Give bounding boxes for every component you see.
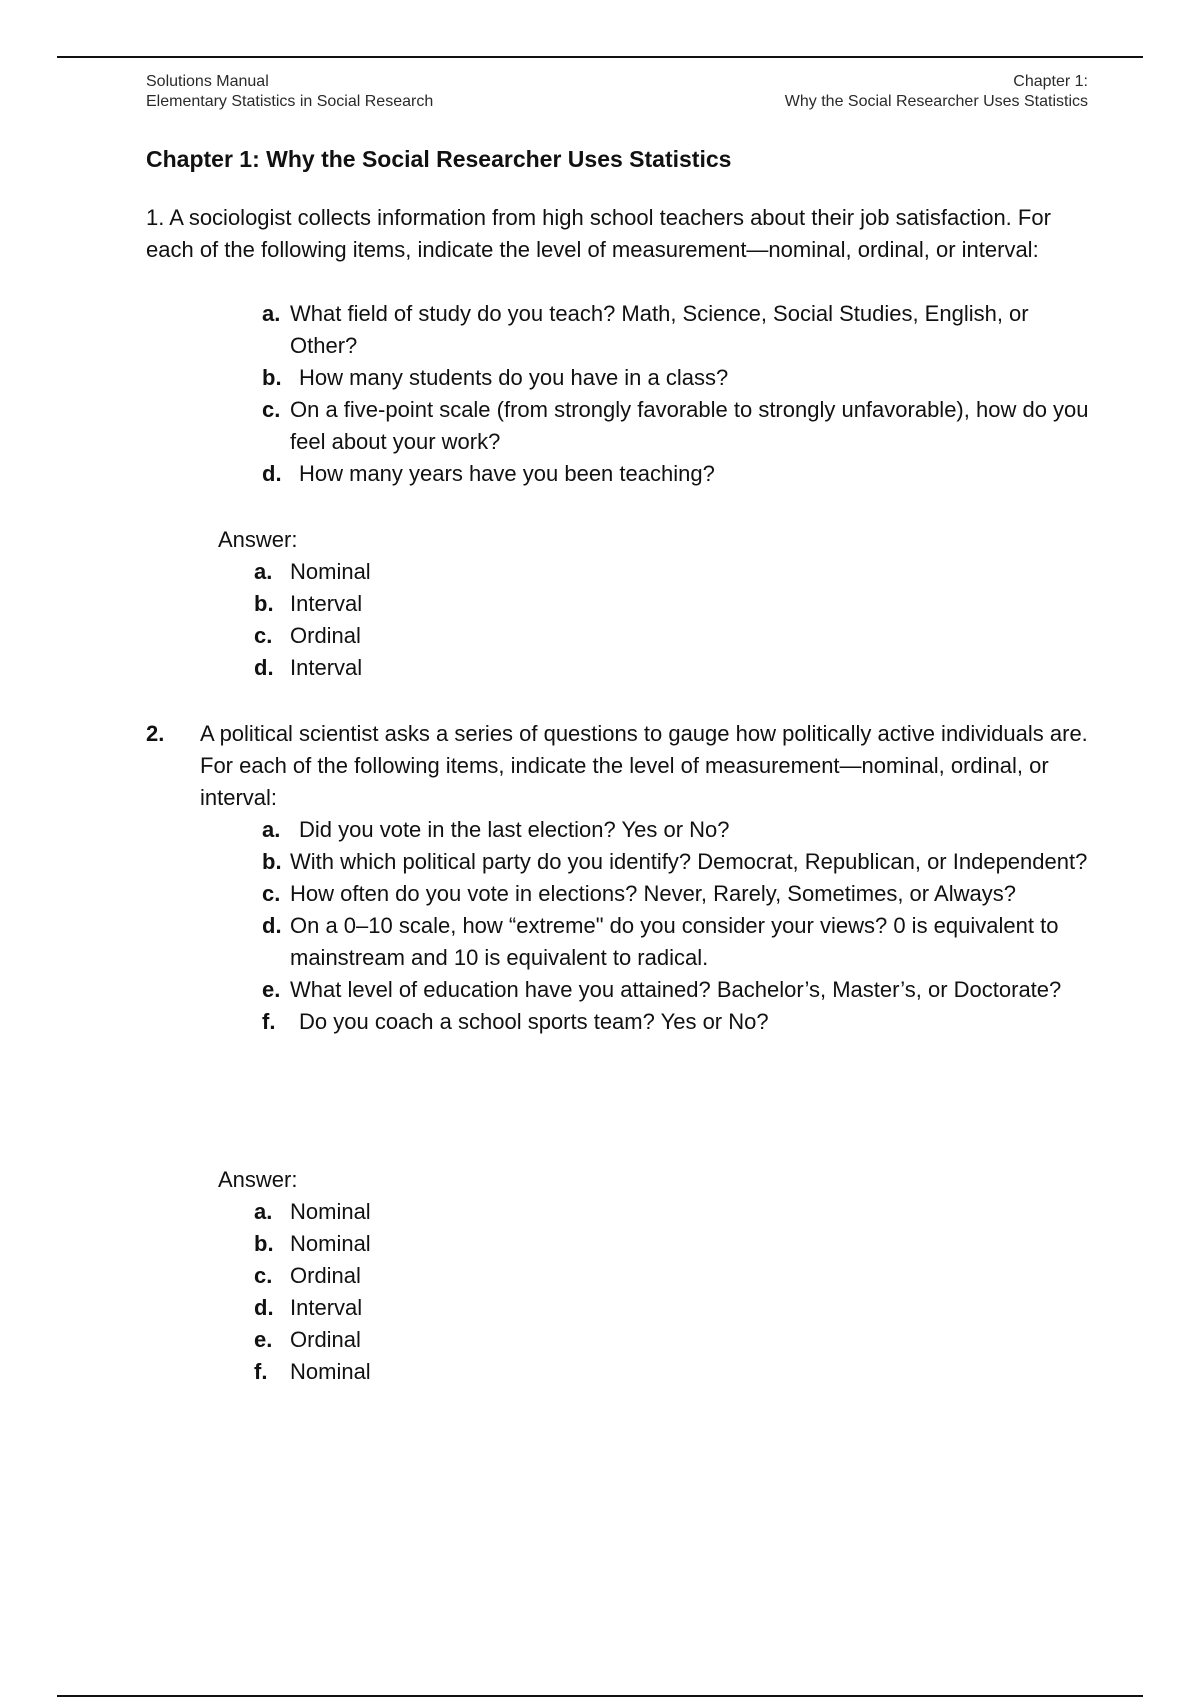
header-book-title: Elementary Statistics in Social Research [146, 93, 434, 110]
list-item [262, 814, 1092, 846]
answer-marker: f. [254, 1359, 268, 1384]
list-item [262, 846, 1092, 878]
answer-item [254, 1228, 371, 1260]
answer-item [254, 1324, 371, 1356]
item-marker: c. [262, 397, 281, 422]
answer-marker: c. [254, 623, 273, 648]
answer-item [254, 1356, 371, 1388]
question-2-items [262, 814, 1092, 1038]
question-1-answer-label: Answer: [218, 527, 298, 552]
list-item [262, 878, 1092, 910]
question-1-text: 1. A sociologist collects information from high school teachers about their job satisfaction. For each of the following items, indicate the level of measurement—nominal, ordinal, or interval: [146, 205, 1051, 262]
header-left [146, 72, 433, 112]
answer-marker: b. [254, 591, 274, 616]
answer-item [254, 620, 371, 652]
answer-text: Nominal [290, 1359, 371, 1384]
list-item [262, 1006, 1092, 1038]
answer-marker: a. [254, 559, 273, 584]
item-text: How many students do you have in a class? [299, 365, 729, 390]
question-1-answers [254, 556, 371, 684]
answer-text: Ordinal [290, 1263, 361, 1288]
header-book-type: Solutions Manual [146, 73, 269, 90]
answer-marker: e. [254, 1327, 273, 1352]
answer-text: Nominal [290, 1199, 371, 1224]
list-item [262, 974, 1092, 1006]
item-text: Do you coach a school sports team? Yes or No? [299, 1009, 769, 1034]
answer-text: Nominal [290, 559, 371, 584]
answer-text: Interval [290, 591, 363, 616]
list-item [262, 362, 1092, 394]
answer-marker: c. [254, 1263, 273, 1288]
list-item [262, 458, 1092, 490]
item-marker: f. [262, 1009, 276, 1034]
question-2-text: A political scientist asks a series of questions to gauge how politically active individuals are. For each of the following items, indicate the level of measurement—nominal, ordinal, or interval: [200, 721, 1088, 810]
list-item [262, 910, 1092, 974]
question-2-answers [254, 1196, 371, 1388]
item-marker: b. [262, 849, 282, 874]
question-2-answer-label: Answer: [218, 1167, 298, 1192]
answer-item [254, 556, 371, 588]
header-chapter-number: Chapter 1: [1013, 73, 1088, 90]
list-item [262, 394, 1092, 458]
answer-marker: a. [254, 1199, 273, 1224]
answer-item [254, 1196, 371, 1228]
header-right [785, 72, 1088, 112]
answer-marker: d. [254, 655, 274, 680]
answer-item [254, 652, 371, 684]
item-text: What field of study do you teach? Math, Science, Social Studies, English, or Other? [290, 301, 1029, 358]
top-rule [57, 56, 1143, 58]
answer-marker: d. [254, 1295, 274, 1320]
page-title: Chapter 1: Why the Social Researcher Uses Statistics [146, 146, 732, 172]
item-text: With which political party do you identify? Democrat, Republican, or Independent? [290, 849, 1088, 874]
item-text: Did you vote in the last election? Yes or No? [299, 817, 730, 842]
item-text: What level of education have you attained? Bachelor’s, Master’s, or Doctorate? [290, 977, 1062, 1002]
answer-item [254, 1292, 371, 1324]
answer-text: Ordinal [290, 623, 361, 648]
list-item [262, 298, 1092, 362]
item-marker: a. [262, 817, 281, 842]
answer-text: Interval [290, 1295, 363, 1320]
item-text: On a 0–10 scale, how “extreme" do you consider your views? 0 is equivalent to mainstream and 10 is equivalent to radical. [290, 913, 1059, 970]
item-text: On a five-point scale (from strongly favorable to strongly unfavorable), how do you feel about your work? [290, 397, 1089, 454]
item-marker: c. [262, 881, 281, 906]
question-1-items [262, 298, 1092, 490]
answer-item [254, 588, 371, 620]
bottom-rule [57, 1695, 1143, 1697]
question-2-number: 2. [146, 721, 165, 746]
item-marker: e. [262, 977, 281, 1002]
header-chapter-title: Why the Social Researcher Uses Statistics [784, 93, 1088, 110]
answer-text: Nominal [290, 1231, 371, 1256]
item-text: How often do you vote in elections? Never, Rarely, Sometimes, or Always? [290, 881, 1016, 906]
answer-text: Ordinal [290, 1327, 361, 1352]
item-text: How many years have you been teaching? [299, 461, 715, 486]
answer-text: Interval [290, 655, 363, 680]
answer-marker: b. [254, 1231, 274, 1256]
item-marker: d. [262, 913, 282, 938]
answer-item [254, 1260, 371, 1292]
item-marker: d. [262, 461, 282, 486]
item-marker: b. [262, 365, 282, 390]
item-marker: a. [262, 301, 281, 326]
